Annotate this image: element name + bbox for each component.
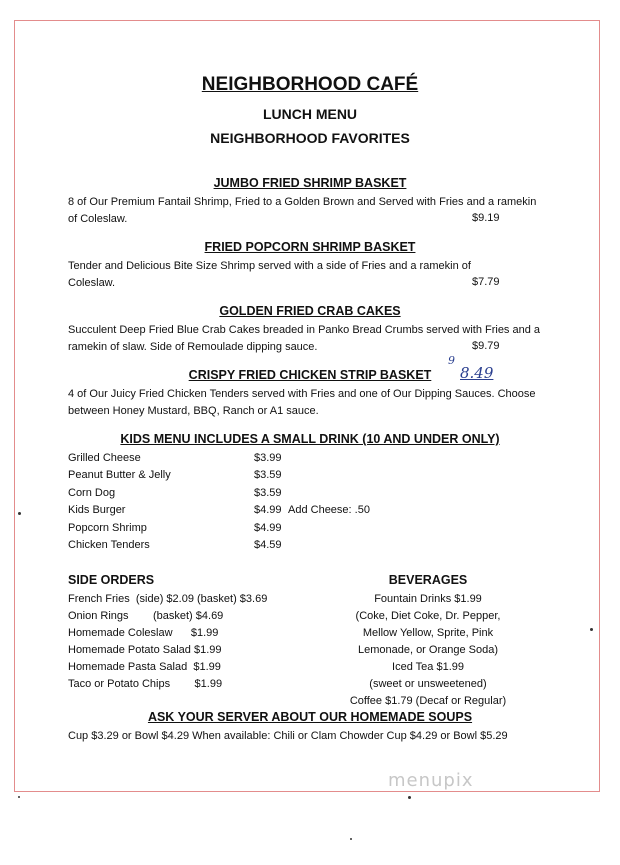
beverage-line: Coffee $1.79 (Decaf or Regular)	[349, 695, 507, 707]
beverage-line: Lemonade, or Orange Soda)	[357, 644, 499, 656]
side-order-line: Homemade Coleslaw $1.99	[68, 627, 219, 639]
scan-speck	[408, 796, 411, 799]
item-title-popcorn-shrimp: FRIED POPCORN SHRIMP BASKET	[204, 240, 416, 254]
kids-item-price: $3.99	[254, 452, 282, 464]
kids-item-name: Kids Burger	[68, 504, 126, 516]
cafe-title: NEIGHBORHOOD CAFÉ	[201, 74, 419, 95]
item-title-jumbo-shrimp: JUMBO FRIED SHRIMP BASKET	[213, 176, 407, 190]
kids-item-name: Grilled Cheese	[68, 452, 141, 464]
kids-item-price: $4.99	[254, 504, 282, 516]
item-desc-line: between Honey Mustard, BBQ, Ranch or A1 sauce.	[68, 405, 319, 417]
item-desc-line: 8 of Our Premium Fantail Shrimp, Fried to a Golden Brown and Served with Fries and a ramekin	[68, 196, 537, 208]
kids-item-price: $4.99	[254, 522, 282, 534]
item-desc-line: of Coleslaw.	[68, 213, 128, 225]
menu-name: LUNCH MENU	[262, 106, 358, 122]
side-order-line: Onion Rings (basket) $4.69	[68, 610, 224, 622]
kids-item-name: Chicken Tenders	[68, 539, 150, 551]
side-order-line: French Fries (side) $2.09 (basket) $3.69	[68, 593, 268, 605]
item-desc-line: ramekin of slaw. Side of Remoulade dipping sauce.	[68, 341, 318, 353]
side-order-line: Homemade Pasta Salad $1.99	[68, 661, 221, 673]
scan-speck	[18, 512, 21, 515]
item-title-crab-cakes: GOLDEN FRIED CRAB CAKES	[219, 304, 401, 318]
side-order-line: Homemade Potato Salad $1.99	[68, 644, 222, 656]
kids-menu-heading: KIDS MENU INCLUDES A SMALL DRINK (10 AND UNDER ONLY)	[120, 432, 500, 446]
beverage-line: Mellow Yellow, Sprite, Pink	[362, 627, 494, 639]
favorites-heading: NEIGHBORHOOD FAVORITES	[210, 130, 410, 146]
kids-item-name: Peanut Butter & Jelly	[68, 469, 171, 481]
kids-item-name: Corn Dog	[68, 487, 116, 499]
kids-item-price: $3.59	[254, 469, 282, 481]
kids-item-note: Add Cheese: .50	[288, 504, 370, 516]
beverage-line: Iced Tea $1.99	[392, 661, 464, 673]
scan-speck	[18, 796, 20, 798]
item-price: $7.79	[472, 276, 500, 288]
item-title-chicken-strips: CRISPY FRIED CHICKEN STRIP BASKET	[188, 368, 432, 382]
beverage-line: (sweet or unsweetened)	[369, 678, 487, 690]
item-desc-line: Succulent Deep Fried Blue Crab Cakes breaded in Panko Bread Crumbs served with Fries and a	[68, 324, 541, 336]
item-desc-line: Tender and Delicious Bite Size Shrimp served with a side of Fries and a ramekin of	[68, 260, 471, 272]
kids-item-name: Popcorn Shrimp	[68, 522, 147, 534]
kids-item-price: $4.59	[254, 539, 282, 551]
kids-item-price: $3.59	[254, 487, 282, 499]
handwritten-price-note: 9	[448, 354, 455, 367]
beverage-line: Fountain Drinks $1.99	[374, 593, 482, 605]
beverage-line: (Coke, Diet Coke, Dr. Pepper,	[355, 610, 501, 622]
beverages-heading: BEVERAGES	[388, 573, 468, 587]
soups-heading: ASK YOUR SERVER ABOUT OUR HOMEMADE SOUPS	[147, 710, 473, 724]
item-price: $9.79	[472, 340, 500, 352]
scan-speck	[590, 628, 593, 631]
watermark-logo: menupix	[388, 770, 474, 791]
side-order-line: Taco or Potato Chips $1.99	[68, 678, 223, 690]
soups-line: Cup $3.29 or Bowl $4.29 When available: Chili or Clam Chowder Cup $4.29 or Bowl $5.29	[68, 730, 508, 742]
item-desc-line: Coleslaw.	[68, 277, 116, 289]
item-desc-line: 4 of Our Juicy Fried Chicken Tenders served with Fries and one of Our Dipping Sauces. Choose	[68, 388, 536, 400]
side-orders-heading: SIDE ORDERS	[68, 573, 155, 587]
handwritten-price: 8.49	[460, 364, 494, 382]
item-price: $9.19	[472, 212, 500, 224]
scan-speck	[350, 838, 352, 840]
